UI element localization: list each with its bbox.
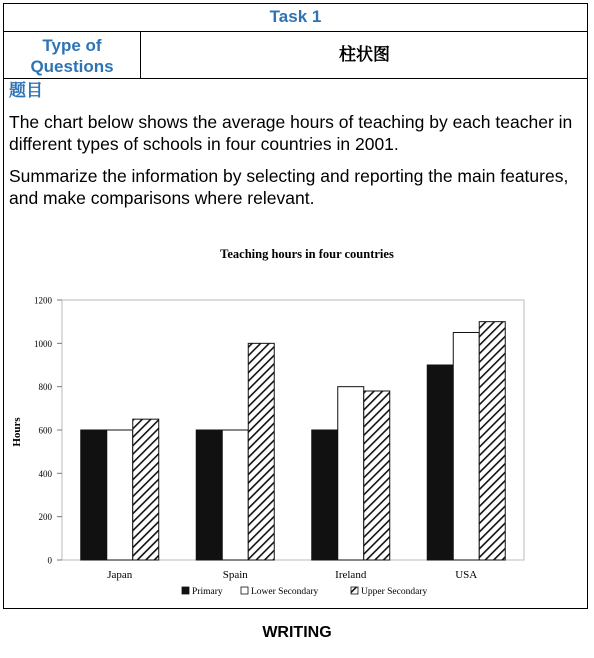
bar	[364, 391, 390, 560]
bar	[427, 365, 453, 560]
bar	[453, 333, 479, 561]
type-label: Type of Questions	[4, 32, 141, 78]
chart-legend	[182, 587, 427, 597]
y-tick-label: 0	[47, 555, 52, 566]
legend-label: Lower Secondary	[251, 587, 319, 597]
bar	[479, 322, 505, 560]
bar	[248, 343, 274, 560]
legend-swatch	[351, 587, 358, 594]
y-tick-label: 600	[38, 425, 52, 436]
x-tick-label: Ireland	[335, 569, 367, 581]
bar	[81, 430, 107, 560]
question-heading: 题目	[9, 81, 43, 100]
y-tick-label: 800	[38, 382, 52, 393]
section-footer: WRITING	[262, 624, 332, 641]
type-value: 柱状图	[339, 45, 390, 64]
x-tick-label: Spain	[222, 569, 248, 581]
task-title: Task 1	[4, 4, 587, 32]
bar	[338, 387, 364, 560]
bar-chart	[4, 234, 587, 604]
y-tick-label: 400	[38, 468, 52, 479]
legend-label: Upper Secondary	[361, 587, 428, 597]
legend-swatch	[182, 587, 189, 594]
task-sheet	[3, 3, 588, 609]
legend-label: Primary	[192, 587, 223, 597]
bar	[107, 430, 133, 560]
chart-title: Teaching hours in four countries	[220, 247, 394, 261]
y-tick-label: 1200	[34, 295, 52, 306]
x-tick-label: Japan	[107, 569, 133, 581]
chart-bars	[81, 322, 506, 560]
y-tick-label: 1000	[34, 338, 52, 349]
legend-swatch	[241, 587, 248, 594]
instruction-paragraph: Summarize the information by selecting and reporting the main features, and make comparisons where relevant.	[9, 166, 569, 208]
chart-container	[4, 234, 587, 604]
y-tick-label: 200	[38, 512, 52, 523]
bar	[222, 430, 248, 560]
bar	[133, 419, 159, 560]
bar	[196, 430, 222, 560]
type-row	[4, 32, 587, 79]
bar	[312, 430, 338, 560]
x-tick-label: USA	[455, 569, 478, 581]
question-paragraph: The chart below shows the average hours of teaching by each teacher in different types of schools in four countries in 2001.	[9, 112, 573, 154]
y-axis-label: Hours	[11, 417, 23, 447]
